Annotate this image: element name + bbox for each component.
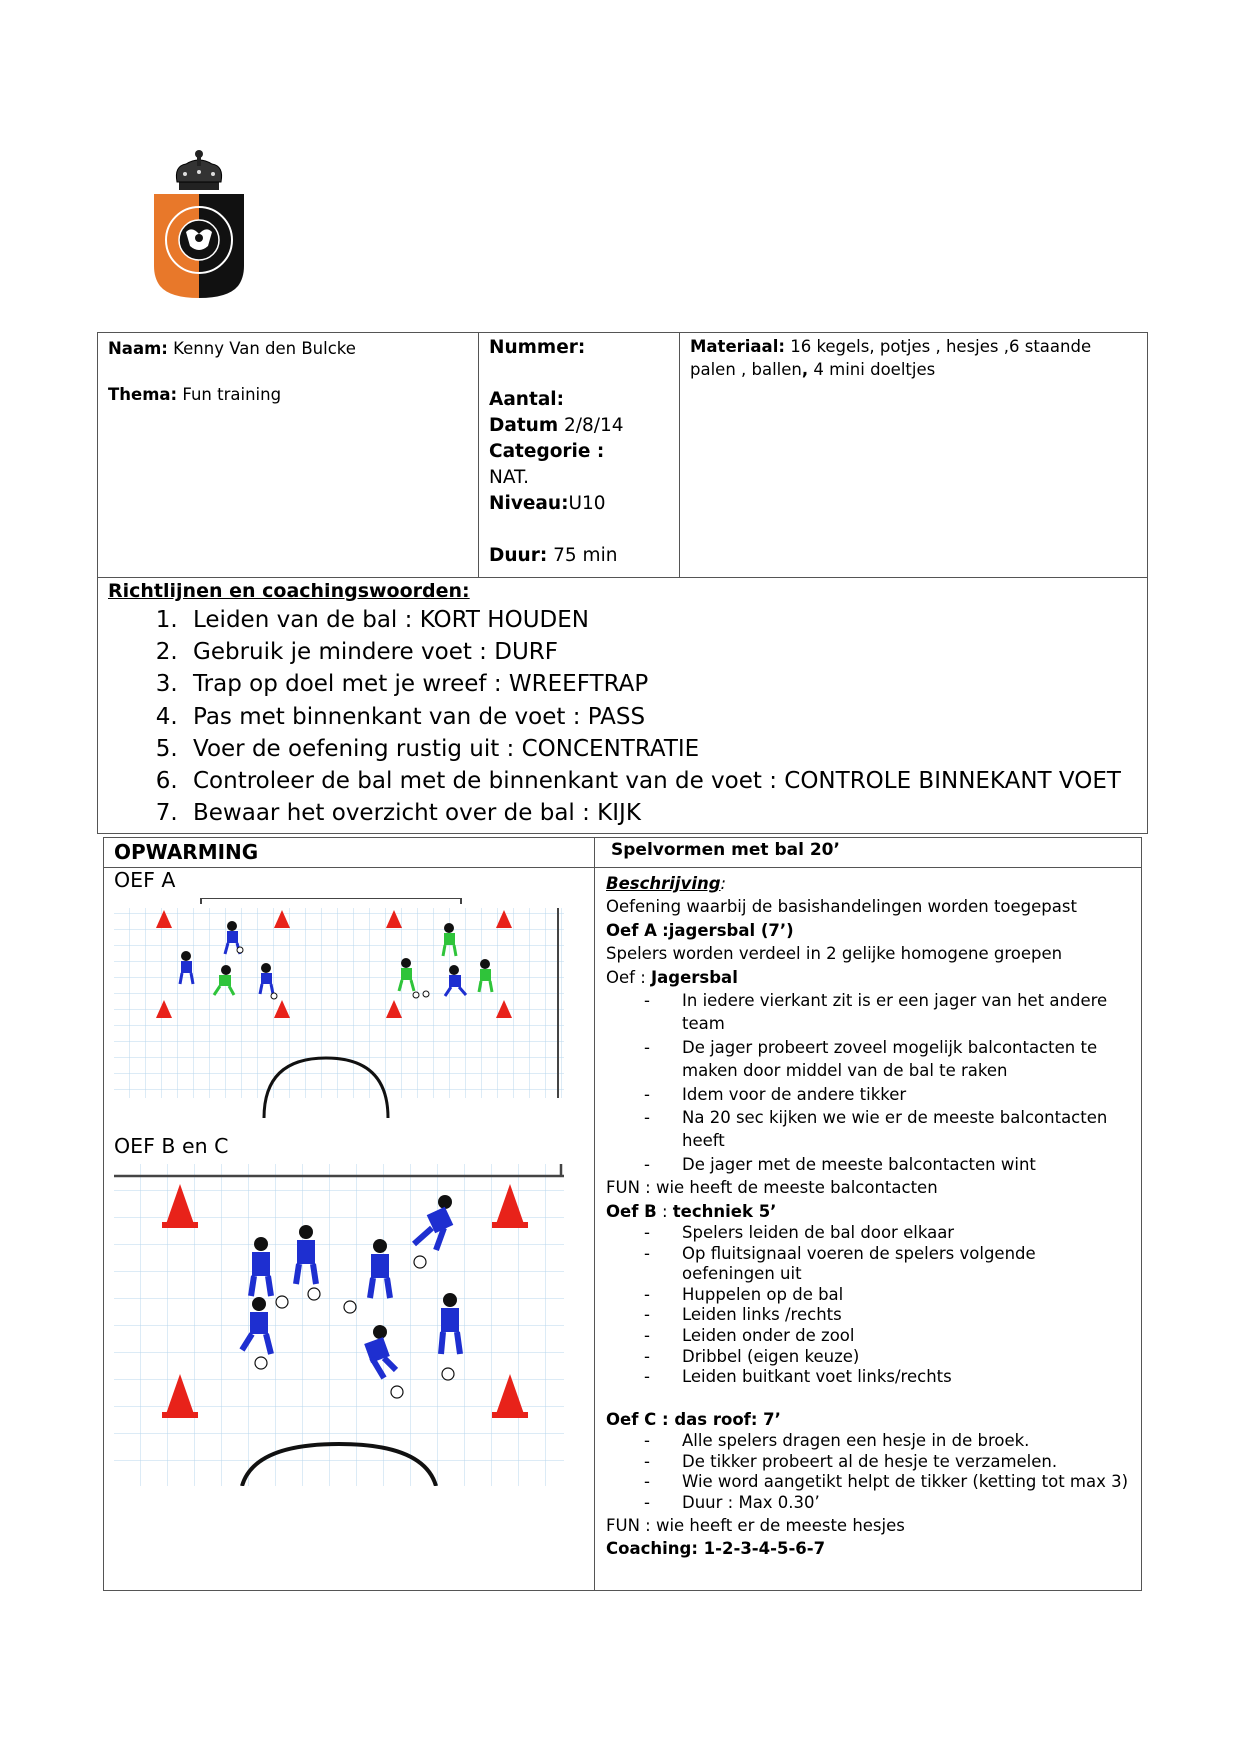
list-item: - Spelers leiden de bal door elkaar xyxy=(644,1223,1130,1244)
niveau-value: U10 xyxy=(568,493,606,514)
list-item: - Leiden onder de zool xyxy=(644,1326,1130,1347)
trainer-cell xyxy=(98,333,479,578)
oef-a-title-name: :jagersbal (7’) xyxy=(662,920,794,940)
list-item: - Op fluitsignaal voeren de spelers volgende oefeningen uit xyxy=(644,1244,1130,1285)
oef-a-text: Spelers worden verdeel in 2 gelijke homogene groepen xyxy=(606,944,1063,964)
oef-b-list xyxy=(606,1223,1130,1388)
materiaal-value-2: 4 mini doeltjes xyxy=(813,360,936,379)
info-cell xyxy=(479,333,680,578)
list-item: - De jager probeert zoveel mogelijk balcontacten te maken door middel van de bal te raken xyxy=(644,1036,1130,1083)
guidelines-title: Richtlijnen en coachingswoorden: xyxy=(108,580,470,602)
description-title: Beschrijving xyxy=(606,874,721,893)
datum-value: 2/8/14 xyxy=(564,415,624,436)
list-item: - Leiden links /rechts xyxy=(644,1305,1130,1326)
oef-c-fun: FUN : wie heeft er de meeste hesjes xyxy=(606,1515,905,1535)
description-intro: Oefening waarbij de basishandelingen worden toegepast xyxy=(606,897,1077,917)
section-subtitle: Spelvormen met bal 20’ xyxy=(595,838,1142,868)
section-title: OPWARMING xyxy=(104,838,595,868)
thema-label: Thema: xyxy=(108,385,178,404)
shield-icon xyxy=(154,194,244,298)
oef-a-fun: FUN : wie heeft de meeste balcontacten xyxy=(606,1178,938,1198)
oef-a-label: OEF A xyxy=(114,868,176,892)
guideline-item: 4. Pas met binnenkant van de voet : PASS xyxy=(185,701,1137,733)
list-item: - Alle spelers dragen een hesje in de broek. xyxy=(644,1431,1130,1452)
guideline-item: 7. Bewaar het overzicht over de bal : KIJK xyxy=(185,797,1137,829)
guidelines-list xyxy=(108,604,1137,829)
list-item: - De tikker probeert al de hesje te verzamelen. xyxy=(644,1452,1130,1473)
duur-label: Duur: xyxy=(489,545,548,566)
guideline-item: 1. Leiden van de bal : KORT HOUDEN xyxy=(185,604,1137,636)
duur-value: 75 min xyxy=(553,545,618,566)
club-logo xyxy=(150,148,250,306)
list-item: - Dribbel (eigen keuze) xyxy=(644,1347,1130,1368)
oef-bc-label: OEF B en C xyxy=(114,1134,229,1158)
list-item: - Leiden buitkant voet links/rechts xyxy=(644,1367,1130,1388)
categorie-label: Categorie : xyxy=(489,441,605,462)
description-colon: : xyxy=(720,874,727,893)
oef-a-title: Oef A xyxy=(606,920,657,940)
niveau-label: Niveau: xyxy=(489,493,569,514)
list-item: - De jager met de meeste balcontacten wint xyxy=(644,1153,1130,1176)
guideline-item: 5. Voer de oefening rustig uit : CONCENTRATIE xyxy=(185,733,1137,765)
list-item: - Wie word aangetikt helpt de tikker (ketting tot max 3) xyxy=(644,1472,1130,1493)
oef-a-diagram xyxy=(114,898,564,1133)
diagrams-cell xyxy=(104,868,595,1591)
datum-label: Datum xyxy=(489,415,559,436)
coaching-line: Coaching: 1-2-3-4-5-6-7 xyxy=(606,1539,826,1559)
guidelines-cell xyxy=(98,578,1148,834)
oef-c-title: Oef C : das roof: 7’ xyxy=(606,1409,781,1429)
materiaal-cell xyxy=(680,333,1148,578)
oef-a-list xyxy=(606,989,1130,1176)
naam-label: Naam: xyxy=(108,339,168,358)
list-item: - Huppelen op de bal xyxy=(644,1285,1130,1306)
nummer-label: Nummer: xyxy=(489,337,586,358)
list-item: - Idem voor de andere tikker xyxy=(644,1083,1130,1106)
materiaal-comma: , xyxy=(801,360,809,379)
list-item: - Na 20 sec kijken we wie er de meeste balcontacten heeft xyxy=(644,1106,1130,1153)
naam-value: Kenny Van den Bulcke xyxy=(173,339,356,358)
materiaal-value: 16 kegels, potjes , hesjes ,6 staande palen , ballen xyxy=(690,337,1092,379)
materiaal-label: Materiaal: xyxy=(690,337,785,356)
oef-bc-diagram xyxy=(114,1164,564,1486)
oef-b-colon: : xyxy=(661,1201,668,1221)
categorie-value: NAT. xyxy=(489,467,530,488)
aantal-label: Aantal: xyxy=(489,389,565,410)
session-table xyxy=(103,837,1142,1591)
guideline-item: 6. Controleer de bal met de binnenkant van de voet : CONTROLE BINNEKANT VOET xyxy=(185,765,1137,797)
oef-a-sub-value: Jagersbal xyxy=(651,967,738,987)
oef-a-sub-label: Oef : xyxy=(606,967,646,987)
description-cell xyxy=(595,868,1142,1591)
oef-b-title: Oef B xyxy=(606,1201,657,1221)
oef-c-list xyxy=(606,1431,1130,1513)
oef-b-title-name: techniek 5’ xyxy=(672,1201,777,1221)
guideline-item: 3. Trap op doel met je wreef : WREEFTRAP xyxy=(185,668,1137,700)
crown-icon xyxy=(176,150,221,190)
thema-value: Fun training xyxy=(182,385,282,404)
list-item: - Duur : Max 0.30’ xyxy=(644,1493,1130,1514)
guideline-item: 2. Gebruik je mindere voet : DURF xyxy=(185,636,1137,668)
training-header-table xyxy=(97,332,1148,834)
list-item: - In iedere vierkant zit is er een jager van het andere team xyxy=(644,989,1130,1036)
